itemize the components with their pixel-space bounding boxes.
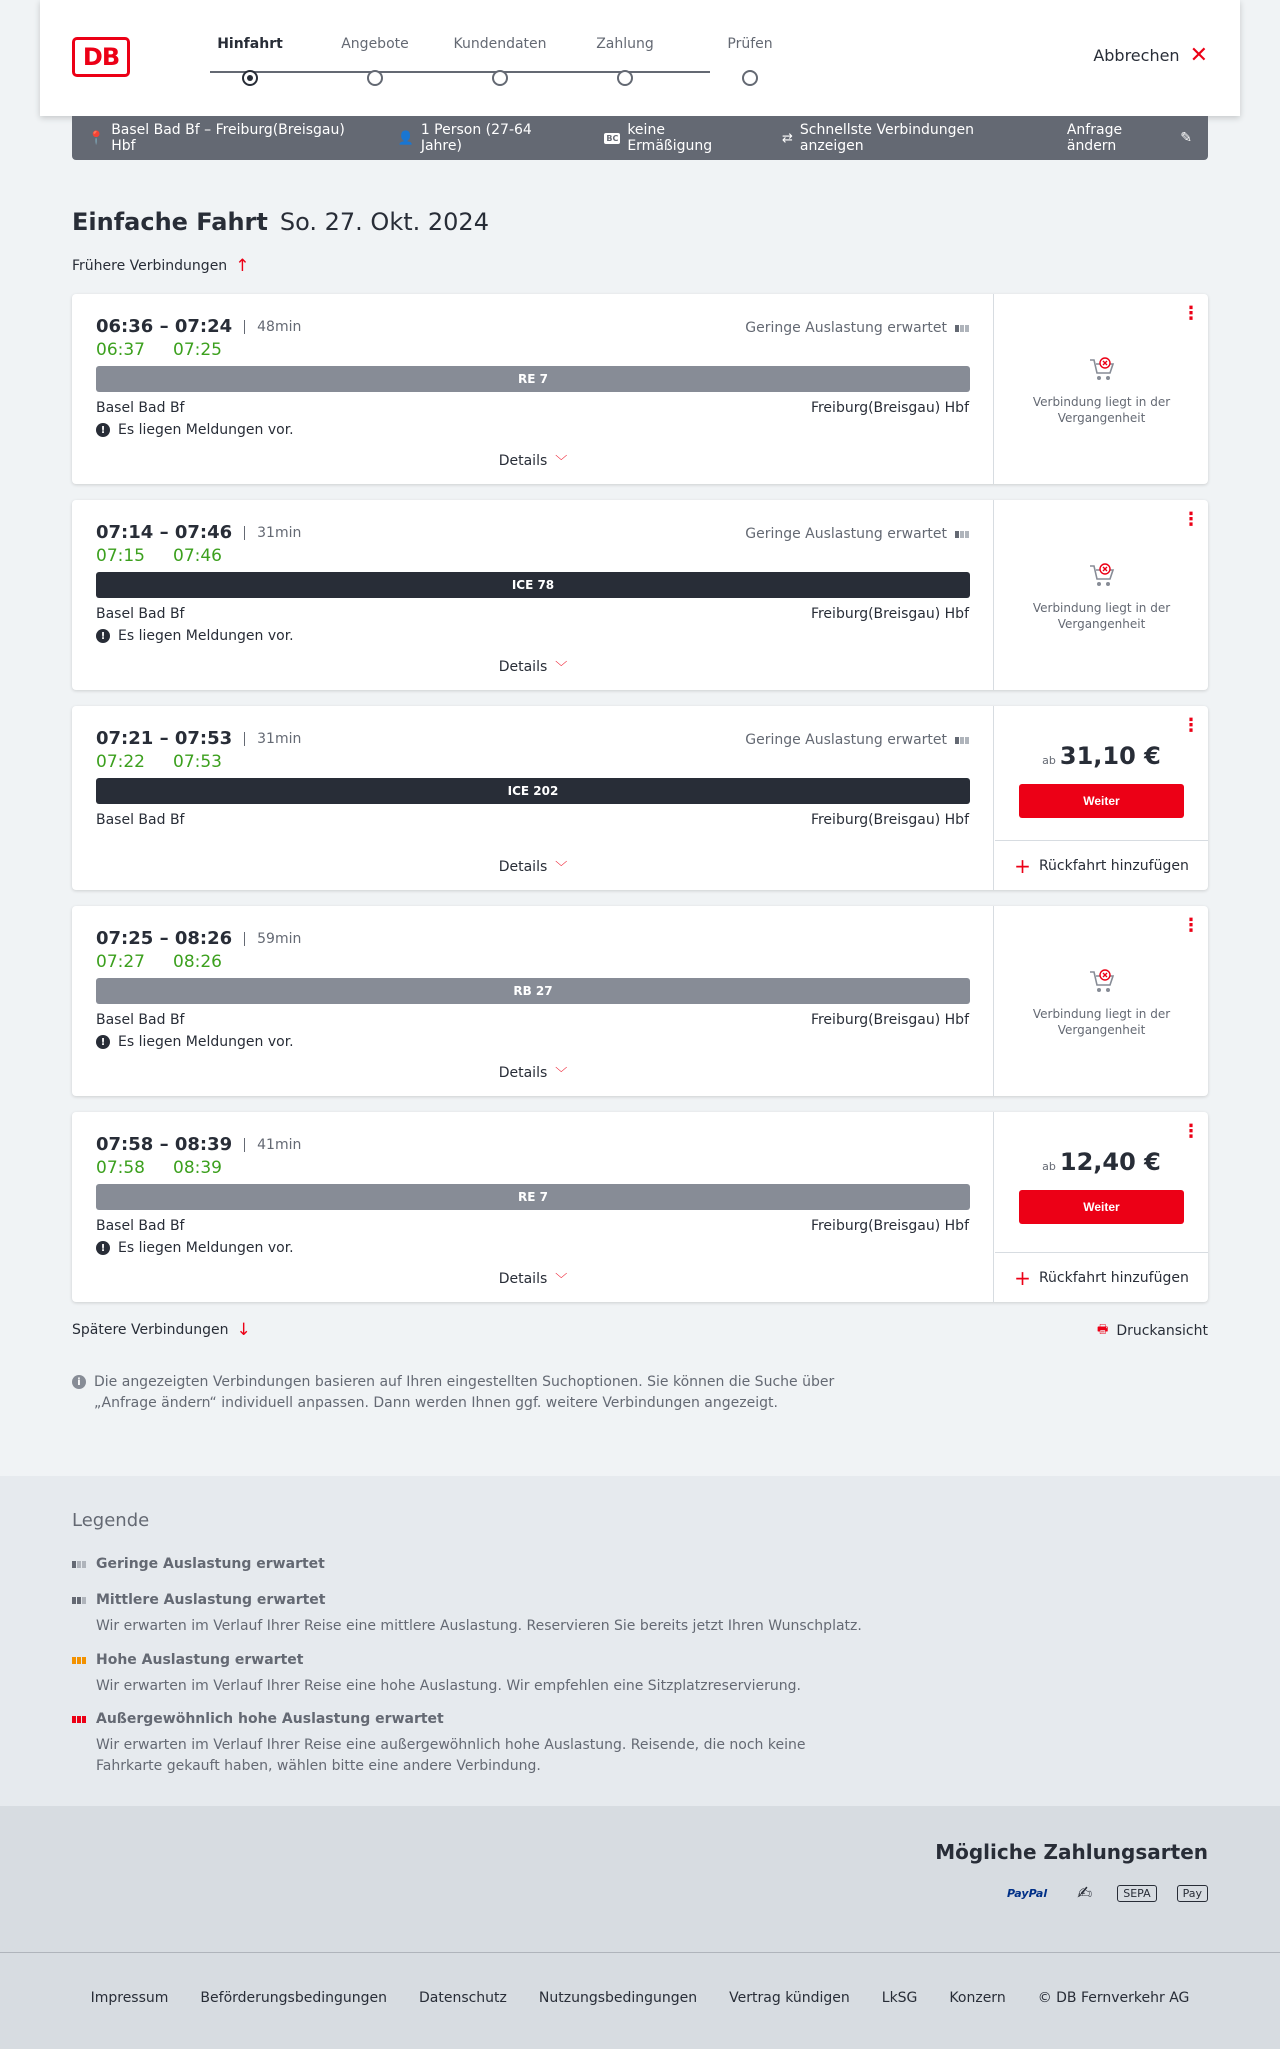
connection-offer — [995, 1112, 1208, 1302]
footer — [0, 1952, 1280, 2049]
step-angebote[interactable]: Angebote — [310, 36, 440, 86]
arrow-down-icon: ↓ — [236, 1320, 251, 1340]
info-notice: i Die angezeigten Verbindungen basieren auf Ihren eingestellten Suchoptionen. Sie können die Suche über „Anfrage ändern“ individuell anpassen. Dann werden Ihnen ggf. weitere Verbindungen angezeigt. — [72, 1372, 852, 1414]
discount-summary: BC keine Ermäßigung — [606, 122, 713, 154]
close-icon: ✕ — [1189, 42, 1208, 68]
connection-main — [72, 1112, 994, 1302]
info-icon: i — [72, 1375, 86, 1389]
realtime-arrival: 08:26 — [173, 952, 222, 972]
connection-card[interactable] — [72, 1112, 1208, 1302]
realtime-departure: 06:37 — [96, 340, 145, 360]
chevron-down-icon: ﹀ — [555, 454, 568, 468]
copyright: © DB Fernverkehr AG — [1037, 1990, 1190, 2006]
legend-item-medium: Mittlere Auslastung erwartet Wir erwarten im Verlauf Ihrer Reise eine mittlere Auslastung. Reservieren Sie bereits jetzt Ihren Wunschplatz. — [72, 1592, 872, 1637]
realtime-times — [96, 752, 222, 772]
occupancy-low-icon — [72, 1561, 88, 1568]
train-segment-bar[interactable]: RB 27 — [96, 978, 970, 1004]
passenger-summary: 👤 1 Person (27-64 Jahre) — [397, 122, 532, 154]
route-summary: 📍 Basel Bad Bf – Freiburg(Breisgau) Hbf — [88, 122, 345, 154]
messages-notice: ! Es liegen Meldungen vor. — [96, 1034, 294, 1050]
footer-link-nutzungsbedingungen[interactable]: Nutzungsbedingungen — [538, 1990, 698, 2006]
step-hinfahrt[interactable]: Hinfahrt — [185, 36, 315, 86]
realtime-departure: 07:58 — [96, 1158, 145, 1178]
occupancy-indicator: Geringe Auslastung erwartet — [745, 732, 969, 748]
header — [40, 0, 1240, 116]
past-connection-notice: Verbindung liegt in der Vergangenheit — [995, 354, 1208, 426]
db-logo[interactable]: DB — [72, 37, 130, 77]
step-kundendaten[interactable]: Kundendaten — [435, 36, 565, 86]
occupancy-low-icon — [955, 737, 969, 744]
swap-icon: ⇄ — [782, 130, 793, 146]
alert-icon: ! — [96, 1035, 110, 1049]
arrival-station: Freiburg(Breisgau) Hbf — [810, 1012, 969, 1028]
arrival-station: Freiburg(Breisgau) Hbf — [810, 606, 969, 622]
departure-station: Basel Bad Bf — [96, 400, 185, 416]
footer-link-konzern[interactable]: Konzern — [949, 1990, 1006, 2006]
sepa-icon: SEPA — [1117, 1885, 1156, 1902]
connection-times: 07:25 – 08:26 59min — [96, 928, 302, 949]
departure-station: Basel Bad Bf — [96, 606, 185, 622]
train-segment-bar[interactable]: RE 7 — [96, 1184, 970, 1210]
cart-unavailable-icon — [1087, 966, 1117, 996]
arrow-up-icon: ↑ — [235, 256, 250, 276]
continue-button[interactable]: Weiter — [1019, 1190, 1184, 1224]
paypal-icon: PayPal — [1006, 1887, 1048, 1900]
connection-main — [72, 294, 994, 484]
alert-icon: ! — [96, 1241, 110, 1255]
cart-unavailable-icon — [1087, 560, 1117, 590]
direct-debit-icon: ✍ — [1077, 1883, 1093, 1904]
departure-station: Basel Bad Bf — [96, 1218, 185, 1234]
past-connection-notice: Verbindung liegt in der Vergangenheit — [995, 560, 1208, 632]
connection-card[interactable] — [72, 294, 1208, 484]
payment-logos — [1002, 1882, 1208, 1905]
details-toggle[interactable]: Details ﹀ — [498, 659, 568, 675]
legend-item-high: Hohe Auslastung erwartet Wir erwarten im Verlauf Ihrer Reise eine hohe Auslastung. Wir empfehlen eine Sitzplatzreservierung. — [72, 1652, 872, 1697]
step-dot — [742, 70, 758, 86]
chevron-down-icon: ﹀ — [555, 860, 568, 874]
connection-times: 07:14 – 07:46 31min — [96, 522, 302, 543]
realtime-arrival: 08:39 — [173, 1158, 222, 1178]
more-options-icon[interactable]: ⋮ — [1182, 715, 1200, 736]
realtime-times — [96, 1158, 222, 1178]
alert-icon: ! — [96, 423, 110, 437]
legend-item-very-high: Außergewöhnlich hohe Auslastung erwartet Wir erwarten im Verlauf Ihrer Reise eine außergewöhnlich hohe Auslastung. Reisende, die noch keine Fahrkarte gekauft haben, wählen bitte eine andere Verbindung. — [72, 1711, 872, 1777]
occupancy-indicator: Geringe Auslastung erwartet — [745, 320, 969, 336]
realtime-arrival: 07:25 — [173, 340, 222, 360]
connection-main — [72, 706, 994, 890]
price-display: ab 31,10 € — [1042, 742, 1161, 770]
arrival-station: Freiburg(Breisgau) Hbf — [810, 400, 969, 416]
price-value: 31,10 € — [1059, 742, 1161, 770]
connection-times: 07:21 – 07:53 31min — [96, 728, 302, 749]
duration: 31min — [244, 732, 301, 746]
step-dot — [367, 70, 383, 86]
step-dot — [242, 70, 258, 86]
occupancy-very-high-icon — [72, 1716, 88, 1723]
duration: 48min — [244, 320, 301, 334]
connection-offer — [995, 906, 1208, 1096]
connection-main — [72, 500, 994, 690]
legend-title: Legende — [72, 1510, 150, 1531]
pencil-icon: ✎ — [1180, 130, 1192, 146]
connection-card[interactable] — [72, 500, 1208, 690]
location-pin-icon: 📍 — [88, 130, 105, 146]
duration: 59min — [244, 932, 301, 946]
step-zahlung[interactable]: Zahlung — [560, 36, 690, 86]
continue-button[interactable]: Weiter — [1019, 784, 1184, 818]
arrival-station: Freiburg(Breisgau) Hbf — [810, 1218, 969, 1234]
add-return-trip-button[interactable]: + Rückfahrt hinzufügen — [995, 840, 1208, 890]
apple-pay-icon: Pay — [1177, 1885, 1208, 1902]
chevron-down-icon: ﹀ — [555, 1272, 568, 1286]
connection-card[interactable] — [72, 906, 1208, 1096]
past-connection-notice: Verbindung liegt in der Vergangenheit — [995, 966, 1208, 1038]
footer-link-datenschutz[interactable]: Datenschutz — [418, 1990, 507, 2006]
connection-offer — [995, 500, 1208, 690]
page-title: Einfache Fahrt So. 27. Okt. 2024 — [72, 208, 489, 236]
messages-notice: ! Es liegen Meldungen vor. — [96, 628, 294, 644]
later-connections-link[interactable]: Spätere Verbindungen ↓ — [72, 1320, 251, 1340]
realtime-times — [96, 546, 222, 566]
connection-offer — [995, 706, 1208, 890]
payment-title: Mögliche Zahlungsarten — [935, 1840, 1208, 1864]
plus-icon: + — [1014, 853, 1031, 878]
footer-link-impressum[interactable]: Impressum — [90, 1990, 169, 2006]
footer-link-vertrag-kuendigen[interactable]: Vertrag kündigen — [729, 1990, 850, 2006]
printer-icon: 🖶 — [1097, 1322, 1109, 1336]
realtime-times — [96, 952, 222, 972]
more-options-icon[interactable]: ⋮ — [1182, 915, 1200, 936]
realtime-times — [96, 340, 222, 360]
realtime-departure: 07:15 — [96, 546, 145, 566]
price-value: 12,40 € — [1059, 1148, 1161, 1176]
payment-methods-section — [0, 1806, 1280, 1952]
footer-link-lksg[interactable]: LkSG — [881, 1990, 918, 2006]
edit-search-button[interactable]: Anfrage ändern ✎ — [1066, 122, 1192, 154]
occupancy-indicator: Geringe Auslastung erwartet — [745, 526, 969, 542]
duration: 31min — [244, 526, 301, 540]
details-toggle[interactable]: Details ﹀ — [498, 859, 568, 875]
realtime-arrival: 07:46 — [173, 546, 222, 566]
departure-station: Basel Bad Bf — [96, 1012, 185, 1028]
legend-section — [0, 1476, 1280, 1806]
more-options-icon[interactable]: ⋮ — [1182, 509, 1200, 530]
person-icon: 👤 — [397, 130, 414, 146]
legend-item-low: Geringe Auslastung erwartet — [72, 1556, 872, 1572]
messages-notice: ! Es liegen Meldungen vor. — [96, 1240, 294, 1256]
more-options-icon[interactable]: ⋮ — [1182, 1121, 1200, 1142]
departure-station: Basel Bad Bf — [96, 812, 185, 828]
train-segment-bar[interactable]: ICE 202 — [96, 778, 970, 804]
occupancy-high-icon — [72, 1657, 88, 1664]
cart-unavailable-icon — [1087, 354, 1117, 384]
connection-times: 06:36 – 07:24 48min — [96, 316, 302, 337]
details-toggle[interactable]: Details ﹀ — [498, 1271, 568, 1287]
connection-card[interactable] — [72, 706, 1208, 890]
footer-links — [0, 1990, 1280, 2006]
occupancy-medium-icon — [72, 1597, 88, 1604]
details-toggle[interactable]: Details ﹀ — [498, 453, 568, 469]
price-display: ab 12,40 € — [1042, 1148, 1161, 1176]
train-segment-bar[interactable]: ICE 78 — [96, 572, 970, 598]
earlier-connections-link[interactable]: Frühere Verbindungen ↑ — [72, 256, 250, 276]
footer-link-befoerderungsbedingungen[interactable]: Beförderungsbedingungen — [200, 1990, 387, 2006]
step-dot — [617, 70, 633, 86]
print-view-link[interactable]: 🖶 Druckansicht — [1097, 1320, 1208, 1341]
occupancy-low-icon — [955, 531, 969, 538]
train-segment-bar[interactable]: RE 7 — [96, 366, 970, 392]
step-dot — [492, 70, 508, 86]
connection-offer — [995, 294, 1208, 484]
add-return-trip-button[interactable]: + Rückfahrt hinzufügen — [995, 1252, 1208, 1302]
chevron-down-icon: ﹀ — [555, 1066, 568, 1080]
messages-notice: ! Es liegen Meldungen vor. — [96, 422, 294, 438]
connection-times: 07:58 – 08:39 41min — [96, 1134, 302, 1155]
details-toggle[interactable]: Details ﹀ — [498, 1065, 568, 1081]
duration: 41min — [244, 1138, 301, 1152]
realtime-departure: 07:27 — [96, 952, 145, 972]
travel-date: So. 27. Okt. 2024 — [279, 208, 489, 236]
chevron-down-icon: ﹀ — [555, 660, 568, 674]
search-summary-bar — [72, 116, 1208, 160]
occupancy-low-icon — [955, 325, 969, 332]
connection-main — [72, 906, 994, 1096]
fastest-connections-toggle[interactable]: ⇄ Schnellste Verbindungen anzeigen — [782, 122, 974, 154]
bahncard-icon: BC — [606, 133, 619, 143]
step-pruefen[interactable]: Prüfen — [685, 36, 815, 86]
arrival-station: Freiburg(Breisgau) Hbf — [810, 812, 969, 828]
realtime-departure: 07:22 — [96, 752, 145, 772]
realtime-arrival: 07:53 — [173, 752, 222, 772]
plus-icon: + — [1014, 1265, 1031, 1290]
alert-icon: ! — [96, 629, 110, 643]
more-options-icon[interactable]: ⋮ — [1182, 303, 1200, 324]
cancel-button[interactable]: Abbrechen ✕ — [1093, 42, 1208, 68]
